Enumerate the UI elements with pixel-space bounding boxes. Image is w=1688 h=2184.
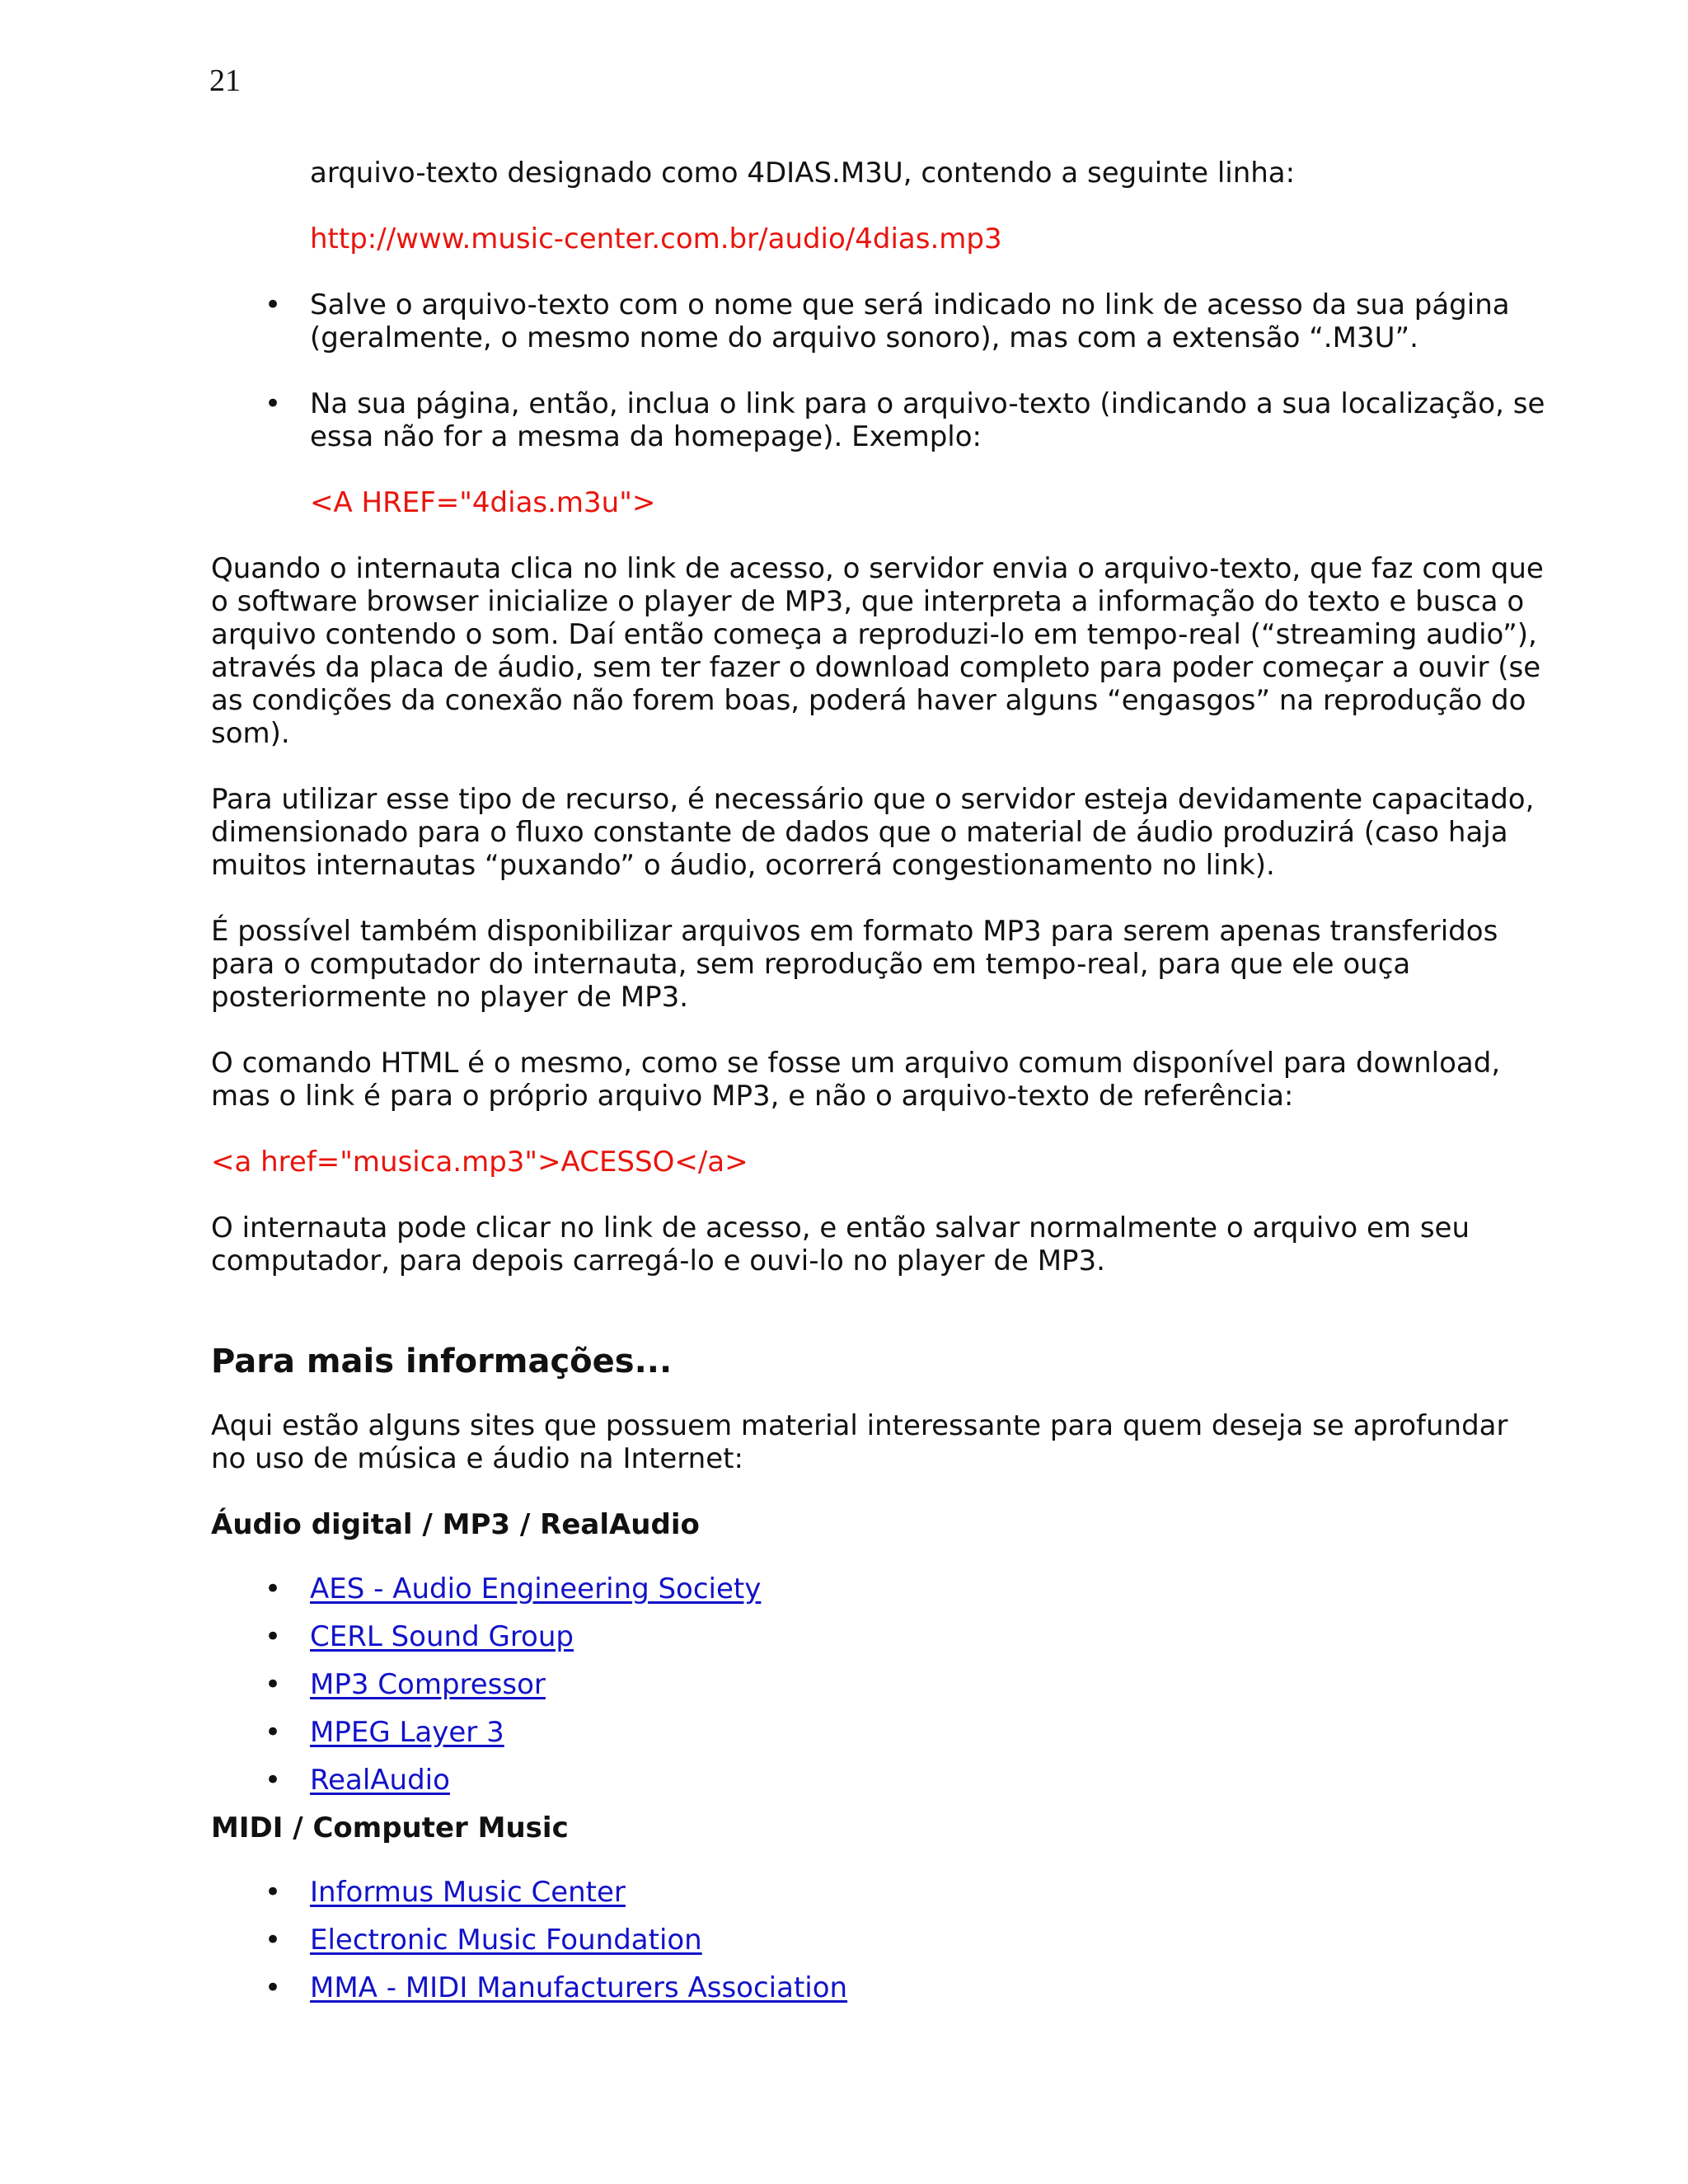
bullet-icon: • (264, 288, 282, 321)
document-body (211, 157, 1550, 2019)
list-item (211, 1764, 1550, 1797)
bullet-icon: • (264, 1971, 282, 2004)
instruction-list (211, 288, 1550, 453)
bullet-icon: • (264, 1572, 282, 1605)
audio-links-list (211, 1572, 1550, 1797)
list-item (211, 1971, 1550, 2004)
link-mma[interactable]: MMA - MIDI Manufacturers Association (310, 1971, 848, 2004)
section-heading: Para mais informações... (211, 1343, 673, 1380)
instruction-item (211, 288, 1550, 354)
link-mp3-compressor[interactable]: MP3 Compressor (310, 1668, 546, 1701)
paragraph-html-command: O comando HTML é o mesmo, como se fosse um arquivo comum disponível para download, mas o link é para o próprio arquivo MP3, e não o arquivo-texto de referência: (211, 1047, 1501, 1113)
bullet-icon: • (264, 1620, 282, 1653)
bullet-icon: • (264, 1668, 282, 1701)
link-informus[interactable]: Informus Music Center (310, 1876, 626, 1909)
page-number: 21 (209, 63, 241, 98)
midi-links-list (211, 1876, 1550, 2004)
list-item (211, 1620, 1550, 1653)
link-cerl[interactable]: CERL Sound Group (310, 1620, 574, 1653)
instruction-text: Na sua página, então, inclua o link para o arquivo-texto (indicando a sua localização, se essa não for a mesma da homepage). Exemplo: (310, 387, 1545, 453)
list-item (211, 1876, 1550, 1909)
bullet-icon: • (264, 387, 282, 420)
paragraph-server: Para utilizar esse tipo de recurso, é necessário que o servidor esteja devidamente capacitado, dimensionado para o fluxo constante de dados que o material de áudio produzirá (caso haja muitos internautas “puxando” o áudio, ocorrerá congestionamento no link). (211, 783, 1535, 882)
paragraph-download: É possível também disponibilizar arquivos em formato MP3 para serem apenas transferidos para o computador do internauta, sem reprodução em tempo-real, para que ele ouça posteriormente no player de MP3. (211, 915, 1498, 1014)
subsection-title-audio: Áudio digital / MP3 / RealAudio (211, 1508, 700, 1541)
list-item (211, 1716, 1550, 1749)
list-item (211, 1924, 1550, 1957)
code-example-mp3: <a href="musica.mp3">ACESSO</a> (211, 1146, 748, 1179)
example-url: http://www.music-center.com.br/audio/4dias.mp3 (310, 223, 1002, 255)
list-item (211, 1572, 1550, 1605)
section-intro: Aqui estão alguns sites que possuem material interessante para quem deseja se aprofundar no uso de música e áudio na Internet: (211, 1409, 1508, 1475)
list-item (211, 1668, 1550, 1701)
link-mpeg-layer-3[interactable]: MPEG Layer 3 (310, 1716, 504, 1749)
instruction-text: Salve o arquivo-texto com o nome que será indicado no link de acesso da sua página (geralmente, o mesmo nome do arquivo sonoro), mas com a extensão “.M3U”. (310, 288, 1510, 354)
subsection-title-midi: MIDI / Computer Music (211, 1811, 569, 1844)
bullet-icon: • (264, 1716, 282, 1749)
bullet-icon: • (264, 1924, 282, 1957)
link-aes[interactable]: AES - Audio Engineering Society (310, 1572, 762, 1605)
link-emf[interactable]: Electronic Music Foundation (310, 1924, 702, 1957)
code-example-m3u: <A HREF="4dias.m3u"> (310, 486, 656, 519)
paragraph-save: O internauta pode clicar no link de acesso, e então salvar normalmente o arquivo em seu computador, para depois carregá-lo e ouvi-lo no player de MP3. (211, 1212, 1470, 1277)
intro-line: arquivo-texto designado como 4DIAS.M3U, contendo a seguinte linha: (310, 157, 1296, 190)
paragraph-streaming: Quando o internauta clica no link de acesso, o servidor envia o arquivo-texto, que faz com que o software browser inicialize o player de MP3, que interpreta a informação do texto e busca o arquivo contendo o som. Daí então começa a reproduzi-lo em tempo-real (“streaming audio”), através da placa de áudio, sem ter fazer o download completo para poder começar a ouvir (se as condições da conexão não forem boas, poderá haver alguns “engasgos” na reprodução do som). (211, 552, 1544, 750)
bullet-icon: • (264, 1876, 282, 1909)
bullet-icon: • (264, 1764, 282, 1797)
instruction-item (211, 387, 1550, 453)
link-realaudio[interactable]: RealAudio (310, 1764, 450, 1797)
